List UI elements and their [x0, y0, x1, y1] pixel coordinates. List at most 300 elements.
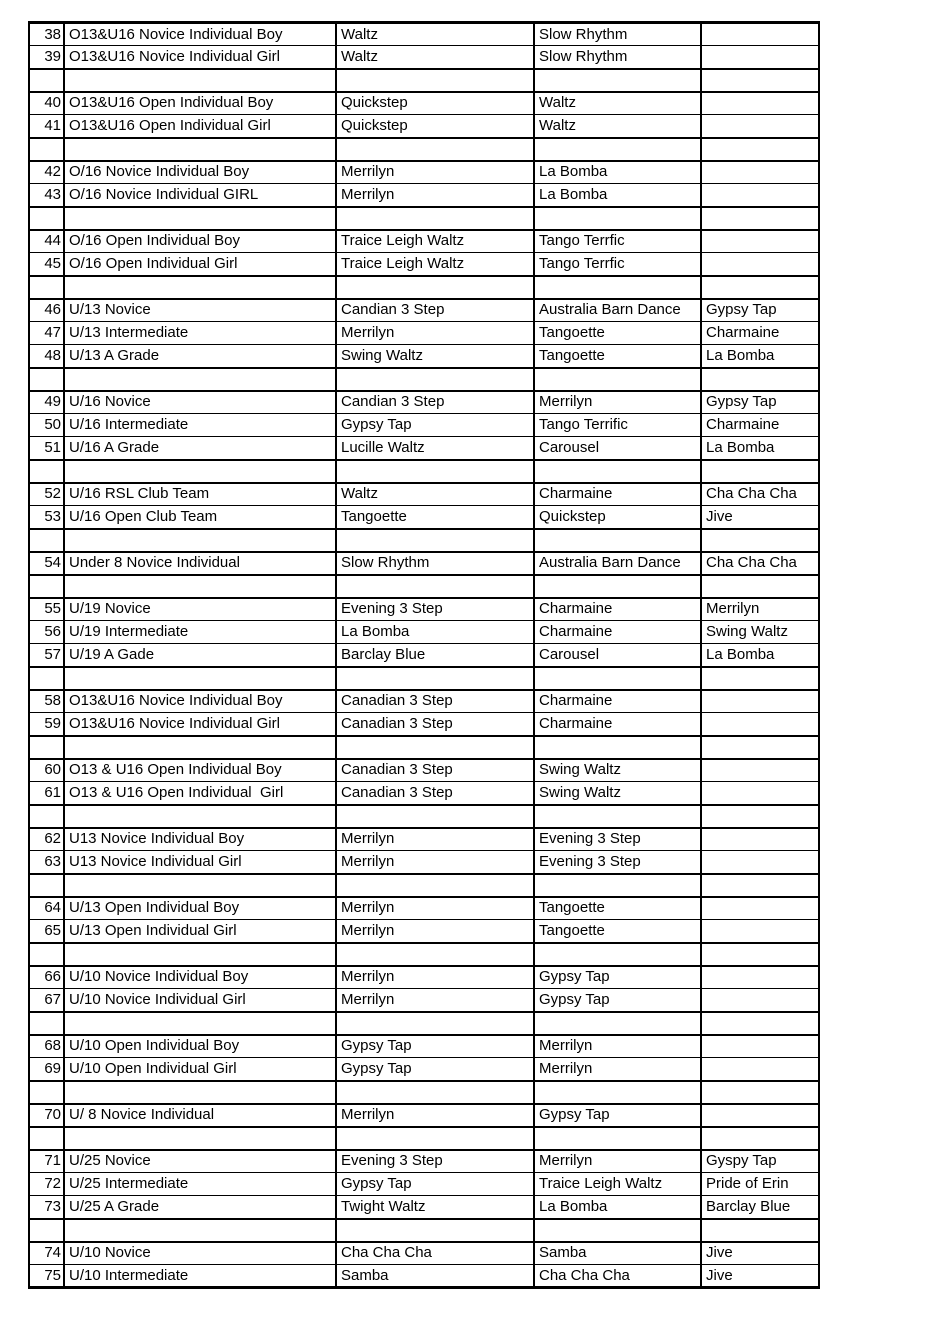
event-name-cell: U/10 Open Individual Girl — [64, 1058, 336, 1081]
separator-row — [29, 368, 819, 391]
dance-1-cell: Quickstep — [336, 115, 534, 138]
event-number-cell — [29, 575, 64, 598]
event-number-cell: 53 — [29, 506, 64, 529]
dance-2-cell — [534, 138, 701, 161]
separator-row — [29, 805, 819, 828]
dance-1-cell: Waltz — [336, 483, 534, 506]
event-number-cell: 69 — [29, 1058, 64, 1081]
dance-1-cell: Traice Leigh Waltz — [336, 253, 534, 276]
dance-3-cell: La Bomba — [701, 437, 819, 460]
dance-3-cell — [701, 713, 819, 736]
table-row — [29, 414, 819, 437]
dance-2-cell — [534, 943, 701, 966]
event-name-cell: U/19 A Gade — [64, 644, 336, 667]
table-row — [29, 23, 819, 46]
table-row — [29, 598, 819, 621]
separator-row — [29, 1012, 819, 1035]
separator-row — [29, 207, 819, 230]
event-name-cell: U/13 Open Individual Girl — [64, 920, 336, 943]
table-row — [29, 621, 819, 644]
event-name-cell: U/19 Intermediate — [64, 621, 336, 644]
dance-3-cell — [701, 575, 819, 598]
table-row — [29, 713, 819, 736]
dance-2-cell: Charmaine — [534, 483, 701, 506]
table-row — [29, 989, 819, 1012]
dance-1-cell: Merrilyn — [336, 161, 534, 184]
dance-3-cell — [701, 1035, 819, 1058]
event-number-cell — [29, 1219, 64, 1242]
dance-1-cell — [336, 460, 534, 483]
dance-3-cell: Gypsy Tap — [701, 299, 819, 322]
event-number-cell: 58 — [29, 690, 64, 713]
event-name-cell — [64, 529, 336, 552]
dance-2-cell — [534, 805, 701, 828]
dance-1-cell: Gypsy Tap — [336, 414, 534, 437]
event-name-cell — [64, 943, 336, 966]
dance-3-cell — [701, 989, 819, 1012]
event-number-cell: 41 — [29, 115, 64, 138]
event-name-cell: U/16 Intermediate — [64, 414, 336, 437]
event-name-cell — [64, 460, 336, 483]
table-row — [29, 644, 819, 667]
dance-1-cell — [336, 368, 534, 391]
event-name-cell: U/19 Novice — [64, 598, 336, 621]
dance-2-cell: Slow Rhythm — [534, 23, 701, 46]
separator-row — [29, 69, 819, 92]
event-name-cell — [64, 1127, 336, 1150]
event-name-cell: U/16 RSL Club Team — [64, 483, 336, 506]
dance-3-cell — [701, 874, 819, 897]
event-number-cell: 56 — [29, 621, 64, 644]
event-name-cell: Under 8 Novice Individual — [64, 552, 336, 575]
event-number-cell — [29, 1081, 64, 1104]
table-row — [29, 1058, 819, 1081]
event-number-cell: 61 — [29, 782, 64, 805]
dance-3-cell — [701, 460, 819, 483]
event-number-cell — [29, 529, 64, 552]
event-number-cell: 51 — [29, 437, 64, 460]
dance-3-cell: Gyspy Tap — [701, 1150, 819, 1173]
event-number-cell: 70 — [29, 1104, 64, 1127]
dance-1-cell: Merrilyn — [336, 966, 534, 989]
dance-3-cell — [701, 851, 819, 874]
dance-3-cell — [701, 690, 819, 713]
dance-1-cell: Evening 3 Step — [336, 1150, 534, 1173]
dance-2-cell: La Bomba — [534, 184, 701, 207]
table-row — [29, 1035, 819, 1058]
dance-1-cell: Slow Rhythm — [336, 552, 534, 575]
dance-3-cell — [701, 897, 819, 920]
dance-3-cell: Barclay Blue — [701, 1196, 819, 1219]
event-name-cell: O13&U16 Open Individual Girl — [64, 115, 336, 138]
event-name-cell: O13&U16 Novice Individual Boy — [64, 690, 336, 713]
event-name-cell: O/16 Novice Individual Boy — [64, 161, 336, 184]
dance-2-cell: Slow Rhythm — [534, 46, 701, 69]
dance-2-cell: Cha Cha Cha — [534, 1265, 701, 1288]
dance-3-cell — [701, 184, 819, 207]
event-name-cell — [64, 69, 336, 92]
dance-3-cell — [701, 161, 819, 184]
event-name-cell: O13&U16 Novice Individual Boy — [64, 23, 336, 46]
event-number-cell: 49 — [29, 391, 64, 414]
dance-3-cell — [701, 368, 819, 391]
separator-row — [29, 1127, 819, 1150]
event-number-cell: 74 — [29, 1242, 64, 1265]
dance-3-cell: Swing Waltz — [701, 621, 819, 644]
dance-2-cell: Tangoette — [534, 920, 701, 943]
separator-row — [29, 460, 819, 483]
dance-3-cell: Jive — [701, 1265, 819, 1288]
dance-2-cell — [534, 1219, 701, 1242]
dance-2-cell: La Bomba — [534, 161, 701, 184]
separator-row — [29, 667, 819, 690]
event-name-cell: O13&U16 Novice Individual Girl — [64, 46, 336, 69]
dance-1-cell — [336, 667, 534, 690]
table-row — [29, 230, 819, 253]
table-row — [29, 506, 819, 529]
dance-2-cell — [534, 460, 701, 483]
dance-1-cell — [336, 874, 534, 897]
dance-3-cell — [701, 1219, 819, 1242]
event-name-cell: O/16 Open Individual Boy — [64, 230, 336, 253]
event-number-cell: 71 — [29, 1150, 64, 1173]
dance-2-cell: Charmaine — [534, 598, 701, 621]
dance-1-cell: Swing Waltz — [336, 345, 534, 368]
separator-row — [29, 529, 819, 552]
separator-row — [29, 138, 819, 161]
event-name-cell — [64, 207, 336, 230]
event-number-cell: 67 — [29, 989, 64, 1012]
table-row — [29, 851, 819, 874]
event-number-cell — [29, 805, 64, 828]
event-number-cell — [29, 69, 64, 92]
events-table-body — [29, 23, 819, 1288]
event-number-cell: 43 — [29, 184, 64, 207]
separator-row — [29, 874, 819, 897]
event-number-cell — [29, 667, 64, 690]
dance-2-cell: Australia Barn Dance — [534, 552, 701, 575]
event-number-cell: 55 — [29, 598, 64, 621]
table-row — [29, 184, 819, 207]
separator-row — [29, 575, 819, 598]
dance-1-cell: Waltz — [336, 46, 534, 69]
dance-3-cell — [701, 230, 819, 253]
dance-1-cell: Gypsy Tap — [336, 1035, 534, 1058]
event-name-cell: U/25 A Grade — [64, 1196, 336, 1219]
table-row — [29, 161, 819, 184]
dance-3-cell — [701, 828, 819, 851]
dance-1-cell: Tangoette — [336, 506, 534, 529]
event-number-cell: 57 — [29, 644, 64, 667]
dance-3-cell — [701, 736, 819, 759]
event-number-cell — [29, 368, 64, 391]
dance-1-cell: Waltz — [336, 23, 534, 46]
dance-1-cell — [336, 736, 534, 759]
dance-3-cell — [701, 943, 819, 966]
dance-1-cell: Merrilyn — [336, 322, 534, 345]
event-number-cell: 68 — [29, 1035, 64, 1058]
separator-row — [29, 1219, 819, 1242]
table-row — [29, 897, 819, 920]
dance-2-cell: Charmaine — [534, 690, 701, 713]
event-name-cell: U/10 Open Individual Boy — [64, 1035, 336, 1058]
event-number-cell: 54 — [29, 552, 64, 575]
dance-2-cell: Merrilyn — [534, 391, 701, 414]
dance-3-cell — [701, 115, 819, 138]
dance-3-cell — [701, 138, 819, 161]
event-number-cell: 48 — [29, 345, 64, 368]
separator-row — [29, 943, 819, 966]
dance-1-cell: Evening 3 Step — [336, 598, 534, 621]
dance-1-cell — [336, 805, 534, 828]
dance-2-cell — [534, 276, 701, 299]
dance-2-cell: Tangoette — [534, 897, 701, 920]
event-name-cell: O13 & U16 Open Individual Boy — [64, 759, 336, 782]
table-row — [29, 391, 819, 414]
event-number-cell: 40 — [29, 92, 64, 115]
separator-row — [29, 276, 819, 299]
event-number-cell: 73 — [29, 1196, 64, 1219]
dance-2-cell — [534, 874, 701, 897]
event-number-cell: 42 — [29, 161, 64, 184]
dance-2-cell: La Bomba — [534, 1196, 701, 1219]
event-number-cell: 63 — [29, 851, 64, 874]
table-row — [29, 92, 819, 115]
dance-2-cell: Samba — [534, 1242, 701, 1265]
event-name-cell — [64, 667, 336, 690]
dance-2-cell — [534, 736, 701, 759]
event-name-cell: U/25 Intermediate — [64, 1173, 336, 1196]
event-name-cell: U/13 A Grade — [64, 345, 336, 368]
event-number-cell: 60 — [29, 759, 64, 782]
dance-1-cell — [336, 1012, 534, 1035]
dance-2-cell: Charmaine — [534, 713, 701, 736]
table-row — [29, 437, 819, 460]
event-name-cell — [64, 874, 336, 897]
dance-3-cell — [701, 92, 819, 115]
event-name-cell: O13&U16 Novice Individual Girl — [64, 713, 336, 736]
dance-1-cell: Quickstep — [336, 92, 534, 115]
dance-1-cell: Candian 3 Step — [336, 391, 534, 414]
table-row — [29, 1173, 819, 1196]
event-name-cell: U/10 Novice Individual Boy — [64, 966, 336, 989]
dance-2-cell — [534, 1127, 701, 1150]
event-name-cell: O/16 Open Individual Girl — [64, 253, 336, 276]
event-number-cell: 59 — [29, 713, 64, 736]
dance-3-cell — [701, 46, 819, 69]
event-name-cell — [64, 368, 336, 391]
event-number-cell: 46 — [29, 299, 64, 322]
events-schedule-table — [28, 21, 820, 1289]
dance-3-cell: La Bomba — [701, 644, 819, 667]
dance-2-cell — [534, 1012, 701, 1035]
dance-2-cell: Traice Leigh Waltz — [534, 1173, 701, 1196]
event-name-cell: O/16 Novice Individual GIRL — [64, 184, 336, 207]
event-name-cell — [64, 575, 336, 598]
dance-1-cell — [336, 943, 534, 966]
dance-2-cell — [534, 368, 701, 391]
event-name-cell: U/13 Novice — [64, 299, 336, 322]
event-name-cell — [64, 1012, 336, 1035]
event-name-cell — [64, 276, 336, 299]
dance-3-cell — [701, 966, 819, 989]
table-row — [29, 299, 819, 322]
event-name-cell: U/10 Novice Individual Girl — [64, 989, 336, 1012]
table-row — [29, 46, 819, 69]
dance-3-cell — [701, 782, 819, 805]
table-row — [29, 253, 819, 276]
dance-3-cell: Gypsy Tap — [701, 391, 819, 414]
event-name-cell: U13 Novice Individual Girl — [64, 851, 336, 874]
dance-2-cell — [534, 667, 701, 690]
dance-1-cell — [336, 575, 534, 598]
dance-2-cell: Tango Terrfic — [534, 253, 701, 276]
event-number-cell — [29, 943, 64, 966]
event-number-cell — [29, 460, 64, 483]
dance-3-cell — [701, 805, 819, 828]
dance-1-cell: La Bomba — [336, 621, 534, 644]
dance-2-cell — [534, 207, 701, 230]
dance-3-cell — [701, 276, 819, 299]
dance-2-cell: Waltz — [534, 92, 701, 115]
table-row — [29, 345, 819, 368]
dance-2-cell: Gypsy Tap — [534, 966, 701, 989]
table-row — [29, 1150, 819, 1173]
separator-row — [29, 736, 819, 759]
dance-1-cell — [336, 276, 534, 299]
event-name-cell — [64, 805, 336, 828]
dance-3-cell — [701, 1058, 819, 1081]
dance-1-cell: Cha Cha Cha — [336, 1242, 534, 1265]
dance-3-cell — [701, 69, 819, 92]
table-row — [29, 1196, 819, 1219]
dance-2-cell: Tango Terrfic — [534, 230, 701, 253]
document-sheet — [28, 21, 820, 1289]
dance-3-cell — [701, 1081, 819, 1104]
dance-3-cell: Cha Cha Cha — [701, 483, 819, 506]
dance-1-cell: Gypsy Tap — [336, 1173, 534, 1196]
table-row — [29, 322, 819, 345]
table-row — [29, 552, 819, 575]
table-row — [29, 1242, 819, 1265]
event-name-cell — [64, 1219, 336, 1242]
event-number-cell: 50 — [29, 414, 64, 437]
dance-2-cell: Merrilyn — [534, 1035, 701, 1058]
event-number-cell: 45 — [29, 253, 64, 276]
event-number-cell: 39 — [29, 46, 64, 69]
table-row — [29, 483, 819, 506]
dance-2-cell: Merrilyn — [534, 1058, 701, 1081]
event-number-cell — [29, 1012, 64, 1035]
event-name-cell: O13 & U16 Open Individual Girl — [64, 782, 336, 805]
table-row — [29, 690, 819, 713]
dance-1-cell: Canadian 3 Step — [336, 690, 534, 713]
dance-3-cell — [701, 920, 819, 943]
event-number-cell: 44 — [29, 230, 64, 253]
event-name-cell: U/13 Intermediate — [64, 322, 336, 345]
dance-1-cell: Merrilyn — [336, 851, 534, 874]
event-number-cell: 47 — [29, 322, 64, 345]
event-number-cell — [29, 276, 64, 299]
dance-3-cell — [701, 1012, 819, 1035]
dance-1-cell — [336, 1081, 534, 1104]
dance-3-cell — [701, 759, 819, 782]
dance-3-cell — [701, 207, 819, 230]
event-name-cell — [64, 736, 336, 759]
event-name-cell: O13&U16 Open Individual Boy — [64, 92, 336, 115]
dance-3-cell — [701, 23, 819, 46]
dance-3-cell — [701, 529, 819, 552]
table-row — [29, 1104, 819, 1127]
dance-2-cell: Charmaine — [534, 621, 701, 644]
dance-2-cell: Gypsy Tap — [534, 989, 701, 1012]
dance-2-cell: Swing Waltz — [534, 759, 701, 782]
event-name-cell: U/25 Novice — [64, 1150, 336, 1173]
dance-1-cell: Canadian 3 Step — [336, 759, 534, 782]
separator-row — [29, 1081, 819, 1104]
dance-2-cell — [534, 69, 701, 92]
dance-2-cell: Australia Barn Dance — [534, 299, 701, 322]
event-name-cell: U/16 A Grade — [64, 437, 336, 460]
dance-1-cell — [336, 529, 534, 552]
dance-3-cell: Merrilyn — [701, 598, 819, 621]
table-row — [29, 828, 819, 851]
event-number-cell — [29, 874, 64, 897]
event-number-cell — [29, 207, 64, 230]
dance-2-cell — [534, 575, 701, 598]
event-number-cell: 65 — [29, 920, 64, 943]
table-row — [29, 115, 819, 138]
event-name-cell: U/10 Novice — [64, 1242, 336, 1265]
dance-3-cell: Charmaine — [701, 414, 819, 437]
dance-2-cell: Carousel — [534, 437, 701, 460]
event-number-cell — [29, 138, 64, 161]
event-name-cell: U13 Novice Individual Boy — [64, 828, 336, 851]
dance-1-cell: Lucille Waltz — [336, 437, 534, 460]
event-number-cell: 52 — [29, 483, 64, 506]
dance-3-cell: Charmaine — [701, 322, 819, 345]
dance-3-cell — [701, 1104, 819, 1127]
dance-2-cell: Waltz — [534, 115, 701, 138]
dance-3-cell: Jive — [701, 1242, 819, 1265]
dance-1-cell: Samba — [336, 1265, 534, 1288]
event-name-cell — [64, 1081, 336, 1104]
dance-2-cell: Carousel — [534, 644, 701, 667]
table-row — [29, 920, 819, 943]
dance-1-cell: Gypsy Tap — [336, 1058, 534, 1081]
event-name-cell: U/10 Intermediate — [64, 1265, 336, 1288]
event-number-cell: 66 — [29, 966, 64, 989]
event-name-cell: U/13 Open Individual Boy — [64, 897, 336, 920]
dance-2-cell: Evening 3 Step — [534, 828, 701, 851]
dance-1-cell: Merrilyn — [336, 828, 534, 851]
dance-2-cell: Tango Terrific — [534, 414, 701, 437]
dance-1-cell: Canadian 3 Step — [336, 713, 534, 736]
dance-1-cell: Canadian 3 Step — [336, 782, 534, 805]
dance-1-cell: Barclay Blue — [336, 644, 534, 667]
event-number-cell: 72 — [29, 1173, 64, 1196]
dance-1-cell — [336, 69, 534, 92]
dance-1-cell: Traice Leigh Waltz — [336, 230, 534, 253]
event-number-cell: 64 — [29, 897, 64, 920]
dance-2-cell: Swing Waltz — [534, 782, 701, 805]
event-name-cell — [64, 138, 336, 161]
dance-3-cell — [701, 667, 819, 690]
dance-1-cell: Merrilyn — [336, 897, 534, 920]
event-number-cell: 75 — [29, 1265, 64, 1288]
table-row — [29, 966, 819, 989]
dance-1-cell: Twight Waltz — [336, 1196, 534, 1219]
